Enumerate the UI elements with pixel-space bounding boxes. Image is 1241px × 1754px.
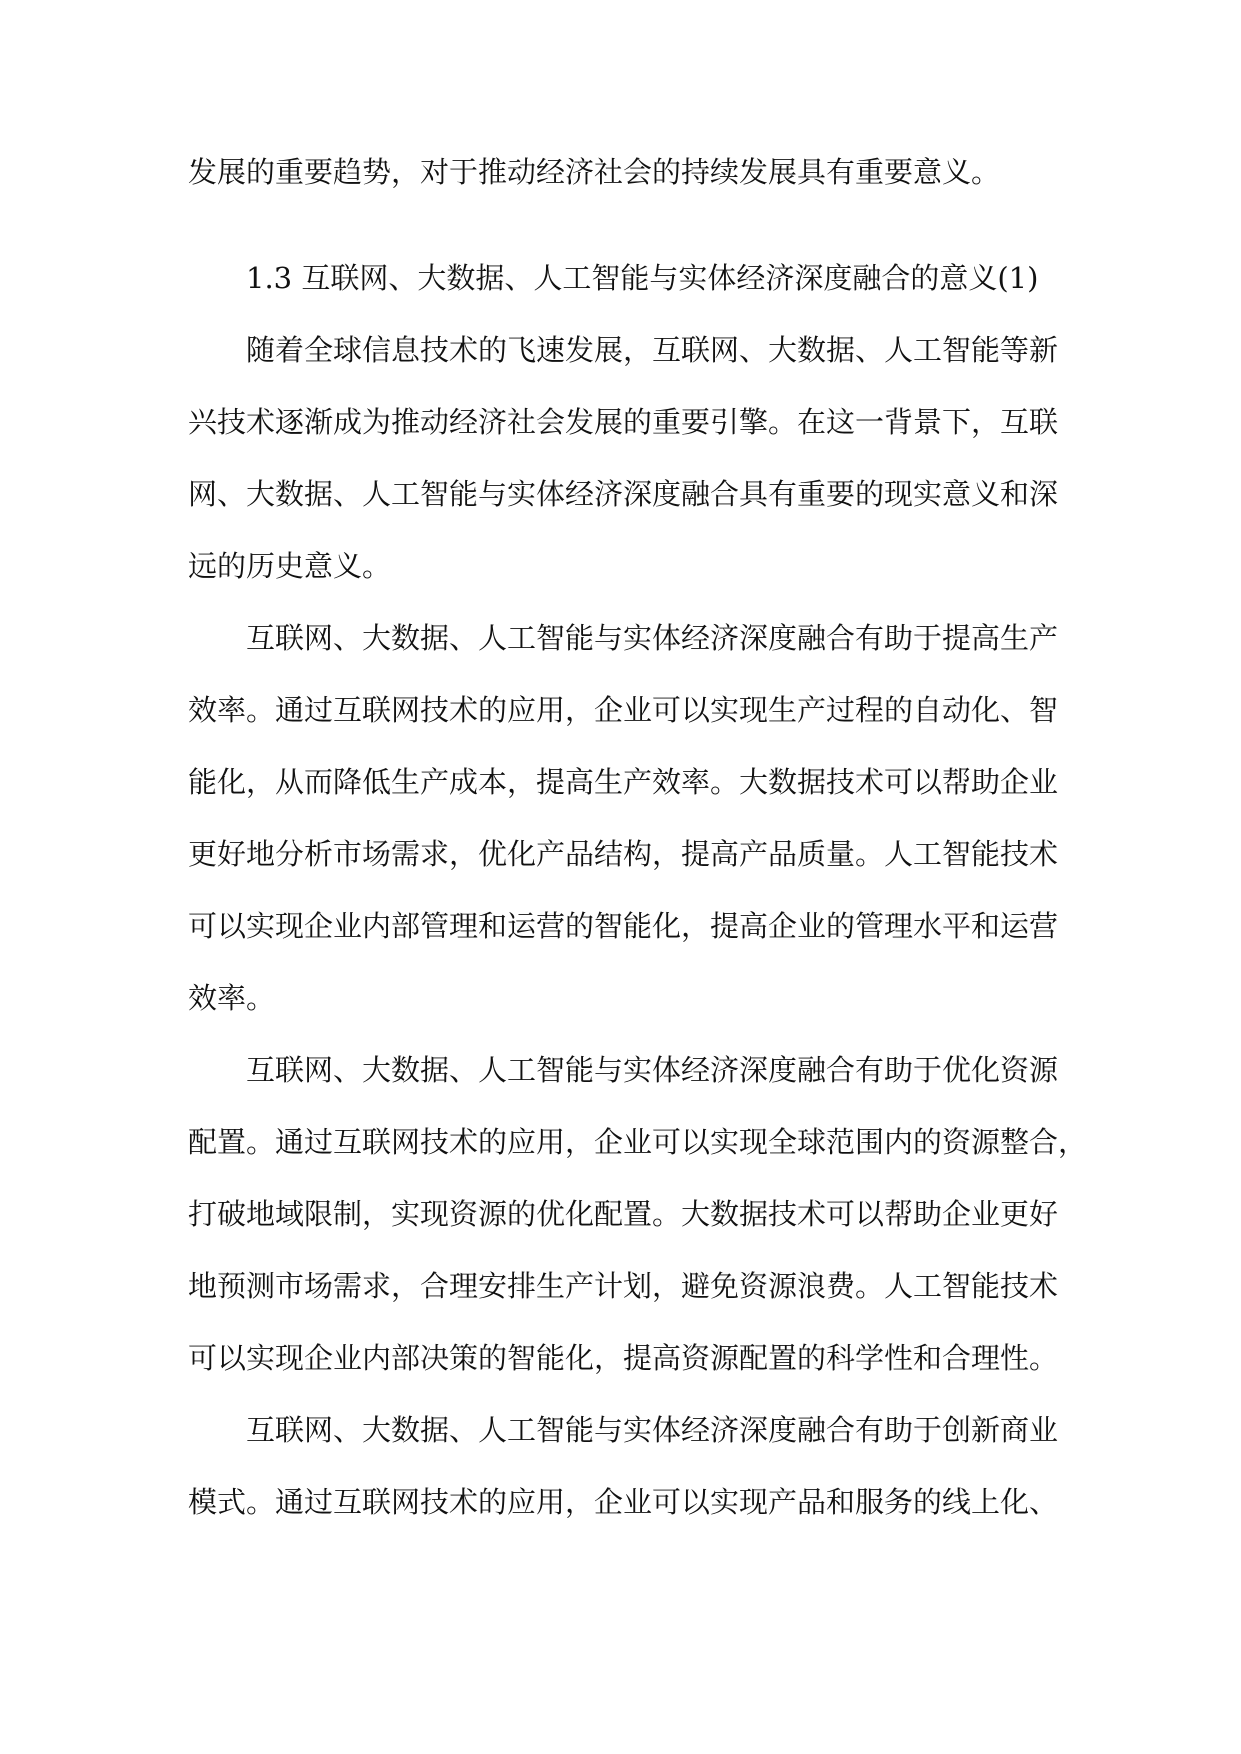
paragraph-line: 互联网、大数据、人工智能与实体经济深度融合有助于优化资源 [246, 1053, 1059, 1087]
paragraph-line: 发展的重要趋势，对于推动经济社会的持续发展具有重要意义。 [188, 155, 1001, 189]
paragraph-line: 更好地分析市场需求，优化产品结构，提高产品质量。人工智能技术 [188, 837, 1059, 871]
paragraph-line: 打破地域限制，实现资源的优化配置。大数据技术可以帮助企业更好 [188, 1197, 1059, 1231]
paragraph-line: 互联网、大数据、人工智能与实体经济深度融合有助于创新商业 [246, 1413, 1059, 1447]
paragraph-line: 效率。通过互联网技术的应用，企业可以实现生产过程的自动化、智 [188, 693, 1059, 727]
paragraph-line: 网、大数据、人工智能与实体经济深度融合具有重要的现实意义和深 [188, 477, 1059, 511]
paragraph-line: 可以实现企业内部决策的智能化，提高资源配置的科学性和合理性。 [188, 1341, 1059, 1375]
paragraph-line: 模式。通过互联网技术的应用，企业可以实现产品和服务的线上化、 [188, 1485, 1059, 1519]
paragraph-line: 可以实现企业内部管理和运营的智能化，提高企业的管理水平和运营 [188, 909, 1059, 943]
paragraph-line: 随着全球信息技术的飞速发展，互联网、大数据、人工智能等新 [246, 333, 1059, 367]
section-heading: 1.3 互联网、大数据、人工智能与实体经济深度融合的意义(1) [246, 261, 1039, 295]
paragraph-line: 配置。通过互联网技术的应用，企业可以实现全球范围内的资源整合， [188, 1125, 1088, 1159]
paragraph-line: 远的历史意义。 [188, 549, 392, 583]
paragraph-line: 效率。 [188, 981, 276, 1015]
paragraph-line: 地预测市场需求，合理安排生产计划，避免资源浪费。人工智能技术 [188, 1269, 1059, 1303]
paragraph-line: 互联网、大数据、人工智能与实体经济深度融合有助于提高生产 [246, 621, 1059, 655]
paragraph-line: 能化，从而降低生产成本，提高生产效率。大数据技术可以帮助企业 [188, 765, 1059, 799]
paragraph-line: 兴技术逐渐成为推动经济社会发展的重要引擎。在这一背景下，互联 [188, 405, 1059, 439]
